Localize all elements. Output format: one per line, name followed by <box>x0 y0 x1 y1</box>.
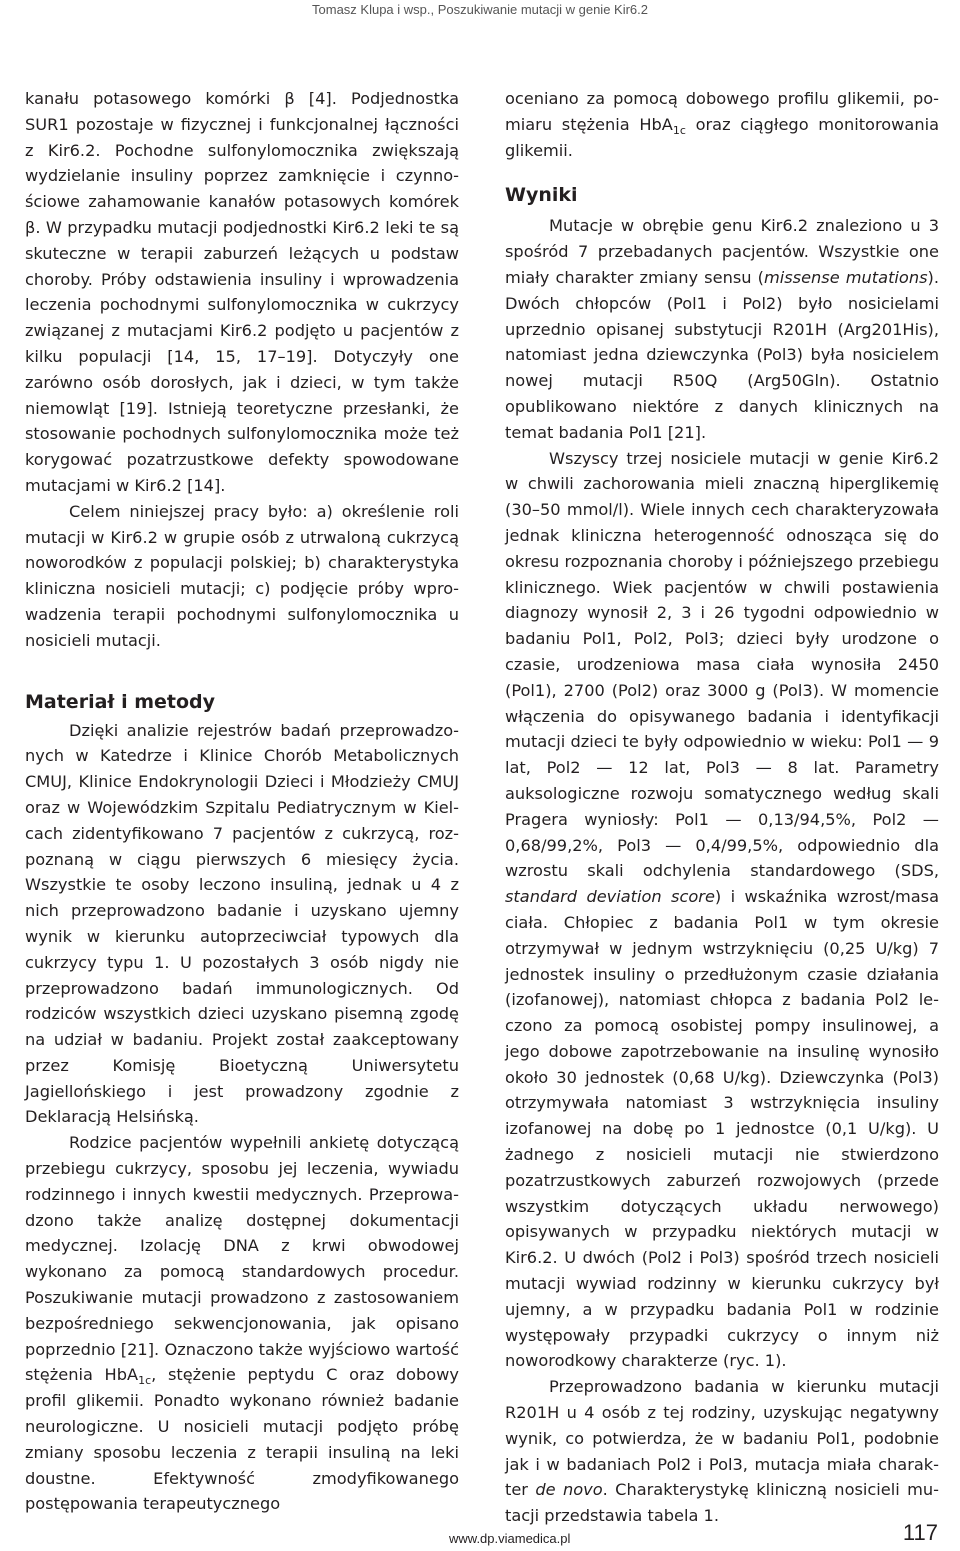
footer-url: www.dp.viamedica.pl <box>449 1531 571 1546</box>
paragraph <box>505 86 939 163</box>
text-span: Mutacje w obrębie genu Kir6.2 znaleziono u 3 spośród 7 przebadanych pacjentów. Wszystkie one miały charakter zmiany sensu ( <box>505 216 939 287</box>
subscript: 1c <box>672 124 686 138</box>
paragraph: Dzięki analizie rejestrów badań przeprowadzonych w Katedrze i Klinice Chorób Metabolicznych CMUJ, Klinice Endokrynologii Dzieci i Młodzieży CMUJ oraz w Wojewódzkim Szpitalu Pediatrycznym w Kielcach zidentyfikowano 7 pacjentów z cukrzycą, rozpoznaną w ciągu pierwszych 6 miesięcy życia. Wszystkie te osoby leczono insuliną, jednak u 4 z nich przeprowadzono badanie i uzyskano ujemny wynik w kierunku autoprzeciwciał typowych dla cukrzycy typu 1. U pozostałych 3 osób nigdy nie przeprowadzono badań immunologicznych. Od rodziców wszystkich dzieci uzyskano pisemną zgodę na udział w badaniu. Projekt został zaakceptowany przez Komisję Bioetyczną Uniwersytetu Jagiellońskiego i jest prowadzony zgodnie z Deklaracją Helsińską. <box>25 720 459 1127</box>
text-span: Wszyscy trzej nosiciele mutacji w genie Kir6.2 w chwili zachorowania mieli znaczną hiperglikemię (30–50 mmol/l). Wiele innych cech charakteryzowała jednak kliniczna heterogenność odnosząca się do okresu rozpoznania choroby i późniejszego przebiegu klinicznego. Wiek pacjentów w chwili postawienia diagnozy wynosił 2, 3 i 26 tygodni odpowiednio w badaniu Pol1, Pol2, Pol3; dzieci były urodzone o czasie, urodzeniowa masa ciała wynosiła 2450 (Pol1), 2700 (Pol2) oraz 3000 g (Pol3). W momencie włączenia do opisywanego badania i identyfikacji mutacji dzieci te były odpowiednio w wieku: Pol1 — 9 lat, Pol2 — 12 lat, Pol3 — 8 lat. Parametry auksologiczne rozwoju somatycznego według skali Pragera wyniosły: Pol1 — 0,13/94,5%, Pol2 — 0,68/99,2%, Pol3 — 0,4/99,5%, odpowiednio dla wzrostu skali odchylenia standardowego (SDS, <box>505 448 939 881</box>
running-head: Tomasz Klupa i wsp., Poszukiwanie mutacji w genie Kir6.2 <box>312 2 648 17</box>
text-span: ) i wskaźnika wzrost/masa ciała. Chłopiec z badania Pol1 w tym okresie otrzymywał w jednym wstrzyknięciu (0,25 U/kg) 7 jednostek insuliny o przedłużonym czasie działania (izofanowej), natomiast chłopca z badania Pol2 leczono za pomocą osobistej pompy insulinowej, a jego dobowe zapotrzebowanie na insulinę wynosiło około 30 jednostek (0,68 U/kg). Dziewczynka (Pol3) otrzymywała natomiast 3 wstrzyknięcia insuliny izofanowej na dobę po 1 jednostce (0,1 U/kg). U żadnego z nosicieli mutacji nie stwierdzono pozatrzustkowych zaburzeń rozwojowych (przede wszystkim dotyczących układu nerwowego) opisywanych w przypadku niektórych mutacji w Kir6.2. U dwóch (Pol2 i Pol3) spośród trzech nosicieli mutacji wywiad rodzinny w kierunku cukrzycy był ujemny, a w przypadku badania Pol1 w rodzinie występowały przypadki cukrzycy o innym niż noworodkowy charakterze (ryc. 1). <box>505 887 939 1371</box>
left-column <box>25 86 459 1517</box>
text-span: oraz ciągłego monitorowania glikemii. <box>505 114 939 160</box>
italic-term: de novo <box>535 1480 603 1500</box>
italic-term: standard deviation score <box>505 887 715 907</box>
text-span: ). Dwóch chłopców (Pol1 i Pol2) było nosicielami uprzednio opisanej substytucji R201H (Arg201His), natomiast jedna dziewczynka (Pol3) była nosicielem nowej mutacji R50Q (Arg50Gln). Ostatnio opublikowano niektóre z danych klinicznych na temat badania Pol1 [21]. <box>505 267 939 442</box>
text-span: Przeprowadzono badania w kierunku mutacji R201H u 4 osób z tej rodziny, uzyskując negatywny wynik, co potwierdza, że w badaniu Pol1, podobnie jak i w badaniach Pol2 i Pol3, mutacja miała charakter <box>505 1377 939 1500</box>
subscript: 1c <box>138 1374 152 1388</box>
paragraph <box>25 1130 459 1517</box>
paragraph: kanału potasowego komórki β [4]. Podjednostka SUR1 pozostaje w fizycznej i funkcjonalnej łączności z Kir6.2. Pochodne sulfonylomocznika zwiększają wydzielanie insuliny poprzez zamknięcie i czynnościowe zahamowanie kanałów potasowych komórek β. W przypadku mutacji podjednostki Kir6.2 leki te są skuteczne w terapii zaburzeń leżących u podstaw choroby. Próby odstawienia insuliny i wprowadzenia leczenia pochodnymi sulfonylomocznika w cukrzycy związanej z mutacjami Kir6.2 podjęto u pacjentów z kilku populacji [14, 15, 17–19]. Dotyczyły one zarówno osób dorosłych, jak i dzieci, w tym także niemowląt [19]. Istnieją teoretyczne przesłanki, że stosowanie pochodnych sulfonylomocznika może też korygować pozatrzustkowe defekty spowodowane mutacjami w Kir6.2 [14]. <box>25 89 459 495</box>
paragraph <box>505 446 939 1375</box>
text-span: , stężenie peptydu C oraz dobowy profil glikemii. Ponadto wykonano również badanie neurologiczne. U nosicieli mutacji podjęto próbę zmiany sposobu leczenia z terapii insuliną na leki doustne. Efektywność zmodyfikowanego postępowania terapeutycznego <box>25 1365 459 1514</box>
text-span: . Charakterystykę kliniczną nosicieli mutacji przedstawia tabela 1. <box>505 1480 940 1526</box>
paragraph <box>505 1374 939 1529</box>
paragraph: Celem niniejszej pracy było: a) określenie roli mutacji w Kir6.2 w grupie osób z utrwaloną cukrzycą noworodków z populacji polskiej; b) charakterystyka kliniczna nosicieli mutacji; c) podjęcie próby wprowadzenia terapii pochodnymi sulfonylomocznika u nosicieli mutacji. <box>25 501 459 650</box>
section-heading: Wyniki <box>505 184 578 207</box>
paragraph <box>505 213 939 445</box>
text-span: Rodzice pacjentów wypełnili ankietę dotyczącą przebiegu cukrzycy, sposobu jej leczenia, wywiadu rodzinnego i innych kwestii medycznych. Przeprowadzono także analizę dostępnej dokumentacji medycznej. Izolację DNA z krwi obwodowej wykonano za pomocą standardowych procedur. Poszukiwanie mutacji prowadzono z zastosowaniem bezpośredniego sekwencjonowania, jak opisano poprzednio [21]. Oznaczono także wyjściowo wartość stężenia HbA <box>25 1133 459 1385</box>
section-heading: Materiał i metody <box>25 690 215 713</box>
text-span: oceniano za pomocą dobowego profilu glikemii, pomiaru stężenia HbA <box>505 89 939 134</box>
page-number: 117 <box>902 1520 938 1545</box>
right-column <box>505 86 939 1529</box>
italic-term: missense mutations <box>763 267 928 287</box>
